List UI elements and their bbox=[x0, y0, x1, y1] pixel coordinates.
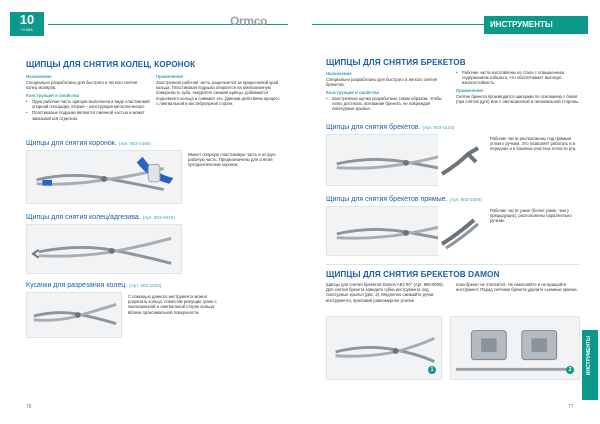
crown-pliers-title bbox=[26, 140, 151, 147]
damon-text-2: пока брекет не отклеится. Не наклоняйте и не вращайте инструмент. Парад снятием брекета удалите сьемные крючки. bbox=[456, 282, 578, 293]
chapter-number: 10 bbox=[19, 12, 35, 27]
design-bullet: • Заостренные щечки разработаны таким образом, чтобы легко достигать основания брекета, не повреждая лигатурные крылья. bbox=[326, 96, 450, 112]
design-list bbox=[26, 99, 150, 122]
design-bullet: • Одна рабочая часть щипцов выполнена в виде пластиковой опорной площадки, вторая – конструкция металлическая. bbox=[26, 99, 150, 109]
crown-pliers-art: (Арт. 803-0490) bbox=[118, 141, 151, 146]
page-number-right: 77 bbox=[568, 404, 574, 410]
adhesive-pliers-photo bbox=[26, 224, 182, 274]
use-text: Заостренная рабочая часть защелкается за придесневой край кольца. Пластиковая подушка опирается на окклюзионную поверхность зуба. Аккуратно сжимая щипцы, добиваются подъемного кольца и снимают его. Данным действием процесс с лингвальной и вестибулярной сторон. bbox=[156, 80, 280, 106]
design-bullet: • Рабочие части изготовлены из стали с повышенным содержанием кобальта, что обеспечивает высокую износостойкость. bbox=[456, 70, 580, 86]
page-number-left: 76 bbox=[26, 404, 32, 410]
damon-pliers-photo bbox=[326, 316, 442, 380]
purpose-text: Специально разработаны для быстрого и легкого снятия колец моляров. bbox=[26, 80, 138, 91]
design-heading: Конструкция и свойства bbox=[326, 90, 380, 95]
right-page bbox=[300, 0, 600, 424]
section-divider bbox=[326, 264, 580, 265]
bracket-pliers-caption: Рабочие части расположены под прямым углом к ручкам. Это позволяет работать и в передних и в боковых участках полости рта. bbox=[490, 136, 577, 152]
adhesive-pliers-name: Щипцы для снятия колец/адгезива. bbox=[26, 214, 141, 221]
straight-pliers-closeup bbox=[438, 206, 486, 256]
use-heading: Применение bbox=[156, 74, 184, 79]
crown-pliers-name: Щипцы для снятия коронок. bbox=[26, 140, 117, 147]
cutter-art: (Арт. 803-1020) bbox=[129, 283, 162, 288]
cutter-name: Кусачки для разрезания колец. bbox=[26, 282, 128, 289]
brand-logo: Ormco bbox=[230, 14, 268, 28]
design-bullet: • Пластиковые подушки являются сменной частью и может заказываться отдельно. bbox=[26, 110, 150, 120]
figure-2-badge: 2 bbox=[566, 366, 574, 374]
straight-pliers-title bbox=[326, 196, 482, 203]
purpose-text: Специально разработаны для быстрого и легкого снятия брекетов. bbox=[326, 77, 438, 88]
design-list-2 bbox=[456, 70, 580, 87]
side-tab bbox=[582, 330, 598, 400]
bracket-pliers-name: Щипцы для снятия брекетов. bbox=[326, 124, 421, 131]
use-heading: Применение bbox=[456, 88, 484, 93]
damon-title: ЩИПЦЫ ДЛЯ СНЯТИЯ БРЕКЕТОВ DAMON bbox=[326, 270, 500, 279]
purpose-heading: Назначение bbox=[26, 74, 52, 79]
cutter-title bbox=[26, 282, 161, 289]
bracket-pliers-closeup bbox=[438, 134, 486, 186]
straight-pliers-name: Щипцы для снятия брекетов прямые. bbox=[326, 196, 448, 203]
chapter-word: ГЛАВА bbox=[21, 28, 33, 32]
crown-pliers-caption: Имеют опорную пластиковую часть и острую рабочую часть. Предназначены для снятия ортодонтических коронок. bbox=[188, 152, 276, 168]
side-tab-label: ИНСТРУМЕНТЫ bbox=[586, 336, 592, 376]
section-header: ИНСТРУМЕНТЫ bbox=[484, 16, 588, 34]
page-title: ЩИПЦЫ ДЛЯ СНЯТИЯ БРЕКЕТОВ bbox=[326, 58, 466, 67]
damon-text: Щипцы для снятия брекетов Damon AE2 90° (Арт. 866-6005). Для снятия брекета заведите губки инструмента под лигатурные крылья (рис. 2). Медленно сжимайте ручки инструмента, приложив равномерное усилие, bbox=[326, 282, 444, 303]
use-text: Снятие брекета производится щипцами по основанию с боков (при снятой дуге) или с окклюзионной и гингивальной стороны. bbox=[456, 94, 580, 105]
page-title: ЩИПЦЫ ДЛЯ СНЯТИЯ КОЛЕЦ, КОРОНОК bbox=[26, 60, 196, 69]
chapter-badge bbox=[10, 12, 44, 36]
straight-pliers-art: (Арт. 803-0305) bbox=[449, 197, 482, 202]
adhesive-pliers-art: (Арт. 803-0410) bbox=[142, 215, 175, 220]
design-list bbox=[326, 96, 450, 113]
straight-pliers-caption: Рабочие части узкие (более узкие, чем у предыдущих), расположены параллельно ручкам. bbox=[490, 208, 572, 224]
bracket-pliers-art: (Арт. 803-0104) bbox=[422, 125, 455, 130]
design-heading: Конструкция и свойства bbox=[26, 93, 80, 98]
purpose-heading: Назначение bbox=[326, 71, 352, 76]
header-rule bbox=[312, 24, 484, 25]
damon-bracket-photo bbox=[450, 316, 580, 380]
figure-1-badge: 1 bbox=[428, 366, 436, 374]
bracket-pliers-title bbox=[326, 124, 455, 131]
cutter-photo bbox=[26, 292, 122, 338]
crown-pliers-photo bbox=[26, 150, 182, 204]
cutter-caption: С помощью данного инструмента можно разрезать кольцо, поместив режущие грани с окклюзионной и лингвальной сторон кольца вблизи проксимальной поверхности. bbox=[128, 294, 217, 315]
adhesive-pliers-title bbox=[26, 214, 175, 221]
